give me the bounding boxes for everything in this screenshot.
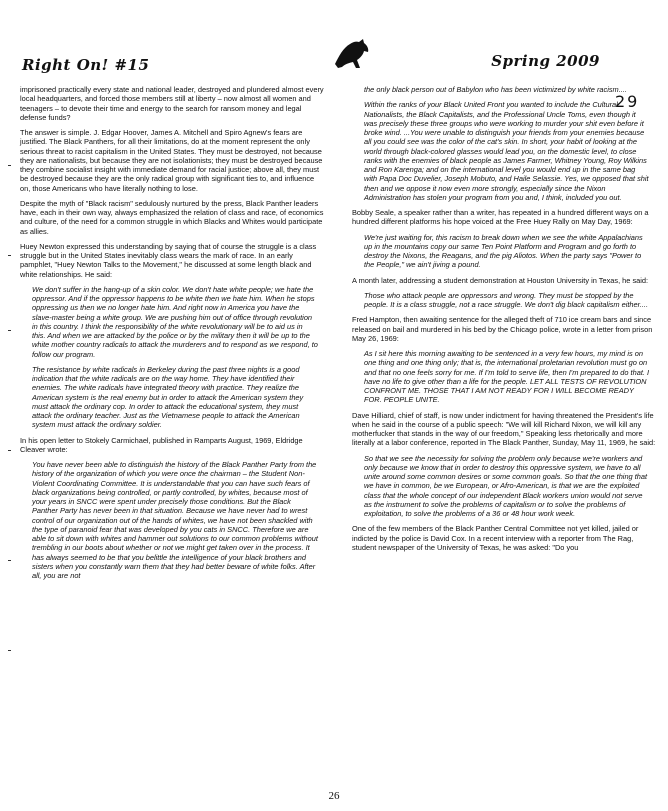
paragraph: The answer is simple. J. Edgar Hoover, James A. Mitchell and Spiro Agnew's fears are justified. The Black Panthers, for all their limitations, do at the moment represent the only serious threat to racist capitalism in the United States. They must be destroyed, not because they are nationalists, but because they are not isolationists; they must be destroyed because they combine socialist insight with immediate demand for racial justice; above all, they must be destroyed because they are the only radical group with significant ties to, and influence on, those Americans who have literally nothing to lose. xyxy=(20,128,323,193)
issue-date: Spring 2009 xyxy=(491,52,600,70)
paragraph: Despite the myth of "Black racism" sedulously nurtured by the press, Black Panther leaders have, each in their own way, always emphasized the relation of class and race, of economics and culture, of the need for a common struggle in which Blacks and Whites would participate as allies. xyxy=(20,198,324,236)
block-quote: Within the ranks of your Black United Front you wanted to include the Cultural Nationalists, the Black Capitalists, and the Professional Uncle Toms, even though it was precisely these three groups who were working to murder your shit even before it broke wind. ...You were unable to distinguish your friends from your enemies because all you could see was the color of the cat's skin. In short, your habit of looking at the world through black-colored glasses would lead you, on the domestic level, to close ranks with the enemies of black people as James Farmer, Whitney Young, Roy Wilkins and Ron Karenga; and on the international level you would end up in the same bag with Papa Doc Duvelier, Joseph Mobuto, and Haile Selassie. Yes, we opposed that shit then and we oppose it now even more strongly, especially since the Nixon Administration has stolen your program from you and, I think, included you out. xyxy=(364,100,649,202)
page-number: 26 xyxy=(328,790,340,802)
block-quote: We're just waiting for, this racism to break down when we see the white Appalachians up in the mountains copy our same Ten Point Platform and Program and go forth to destroy the Nixons, the Reagans, and the pig Aliotos. When the party says "Power to the People," we ain't jiving a pound. xyxy=(364,232,643,270)
paragraph: Dave Hilliard, chief of staff, is now under indictment for having threatened the President's life when he said in the course of a public speech: "We will kill Richard Nixon, we will kill any motherfucker that stands in the way of our freedom," Speaking less rhetorically and more literally at a labor conference, reported in The Black Panther, Sunday, May 11, 1969, he said: xyxy=(352,410,656,448)
block-quote: We don't suffer in the hang-up of a skin color. We don't hate white people; we hate the oppressor. And if the oppressor happens to be white then we hate him. When he stops oppressing us then we no longer hate him. And right now in America you have the slave-master being a white group. We are pushing him out of office through revolution in this country. I think the responsibility of the white revolutionary will be to aid us in this. And when we are attacked by the police or by the military then it will be up to the white mother country radicals to attack the murderers and to respond as we respond, to follow our program. xyxy=(32,284,318,359)
margin-mark xyxy=(8,330,11,331)
block-quote: The resistance by white radicals in Berkeley during the past three nights is a good indication that the white radicals are on the way home. They have identified their enemies. The white radicals have integrated theory with practice. They realize the American system is the real enemy but in order to attack the American system they must attack the ordinary cop. In order to attack the educational system, they must attack the ordinary teacher. Just as the Vietnamese people to attack the American system must attack the ordinary soldier. xyxy=(32,364,304,430)
paragraph: Bobby Seale, a speaker rather than a writer, has repeated in a hundred different ways on a hundred different platforms his hope voiced at the Free Huey Rally on May Day, 1969: xyxy=(352,208,649,227)
handwritten-page-number: 29 xyxy=(615,92,640,111)
right-column xyxy=(352,85,656,558)
block-quote: Those who attack people are oppressors and wrong. They must be stopped by the people. It is a class struggle, not a race struggle. We don't dig black capitalism either.... xyxy=(364,290,649,309)
margin-mark xyxy=(8,255,11,256)
block-quote: the only black person out of Babylon who has been victimized by white racism.... xyxy=(364,85,627,94)
panther-logo-icon xyxy=(333,38,371,70)
margin-mark xyxy=(8,650,11,651)
block-quote: So that we see the necessity for solving the problem only because we're workers and only because we know that in order to destroy this oppressive system, we have to all unite around some common desires or some common goals. So that the one thing that we have in common, be we European, or Afro-American, is that we are the exploited class that the whole concept of our independent Black workers union would not serve as the instrument to solve the problems of capitalism or to solve the problems of exploitation, to solve the problems of a 36 or 48 hour work week. xyxy=(364,453,648,518)
margin-mark xyxy=(8,560,11,561)
paragraph: In his open letter to Stokely Carmichael, published in Ramparts August, 1969, Eldridge Cleaver wrote: xyxy=(20,435,303,454)
paragraph: Fred Hampton, then awaiting sentence for the alleged theft of 710 ice cream bars and since released on bail and murdered in his bed by the Chicago police, wrote in a letter from prison May 26, 1969: xyxy=(352,315,653,343)
page-header xyxy=(0,38,668,78)
left-column xyxy=(20,85,324,586)
paragraph: Huey Newton expressed this understanding by saying that of course the struggle is a class struggle but in the United States inevitably class wears the mark of race. In an early pamphlet, "Huey Newton Talks to the Movement," he discussed at some length black and white relationships. He said: xyxy=(20,241,317,279)
paragraph: One of the few members of the Black Panther Central Committee not yet killed, jailed or indicted by the police is David Cox. In a recent interview with a reporter from The Rag, student newspaper of the University of Texas, he was asked: "Do you xyxy=(352,524,639,552)
publication-title: Right On! #15 xyxy=(22,56,150,74)
block-quote: As I sit here this morning awaiting to be sentenced in a very few hours, my mind is on one thing and one thing only; that is, the international proletarian revolution must go on and that no one feels sorry for me. If I'm told to serve life, then I'm prepared to do that. I have no life to give other than a life for the people. LET ALL TESTS OF REVOLUTION CONFRONT ME. THOSE THAT I AM NOT READY FOR I WILL BECOME READY FOR. PEOPLE UNITE. xyxy=(364,349,650,405)
paragraph: A month later, addressing a student demonstration at Houston University in Texas, he said: xyxy=(352,275,649,285)
block-quote: You have never been able to distinguish the history of the Black Panther Party from the history of the organization of which you were once the chairman – the Student Non-Violent Coordinating Committee. It is understandable that you can have such fears of black organizations being controlled, or partly controlled, by whites, because most of your years in SNCC were spent under precisely those conditions. But the Black Panther Party has never been in that situation. Because we have never had to wrest control of our organization out of the hands of whites, we have not been shackled with the type of paranoid fear that was developed by you cats in SNCC. Therefore we are able to sit down with whites and hammer out solutions to our common problems without trembling in our boots about whether or not we might get taken over in the process. It has always seemed to be that you belittle the intelligence of your black brothers and sisters when you constantly warn them that they had better beware of white folks. After all, you are not xyxy=(32,460,318,580)
margin-mark xyxy=(8,165,11,166)
margin-mark xyxy=(8,450,11,451)
paragraph: imprisoned practically every state and national leader, destroyed and plundered almost every local headquarters, and forced those members still at liberty – now almost all women and teenagers – to devote their time and energy to the search for ransom money and legal defense funds? xyxy=(20,85,324,122)
